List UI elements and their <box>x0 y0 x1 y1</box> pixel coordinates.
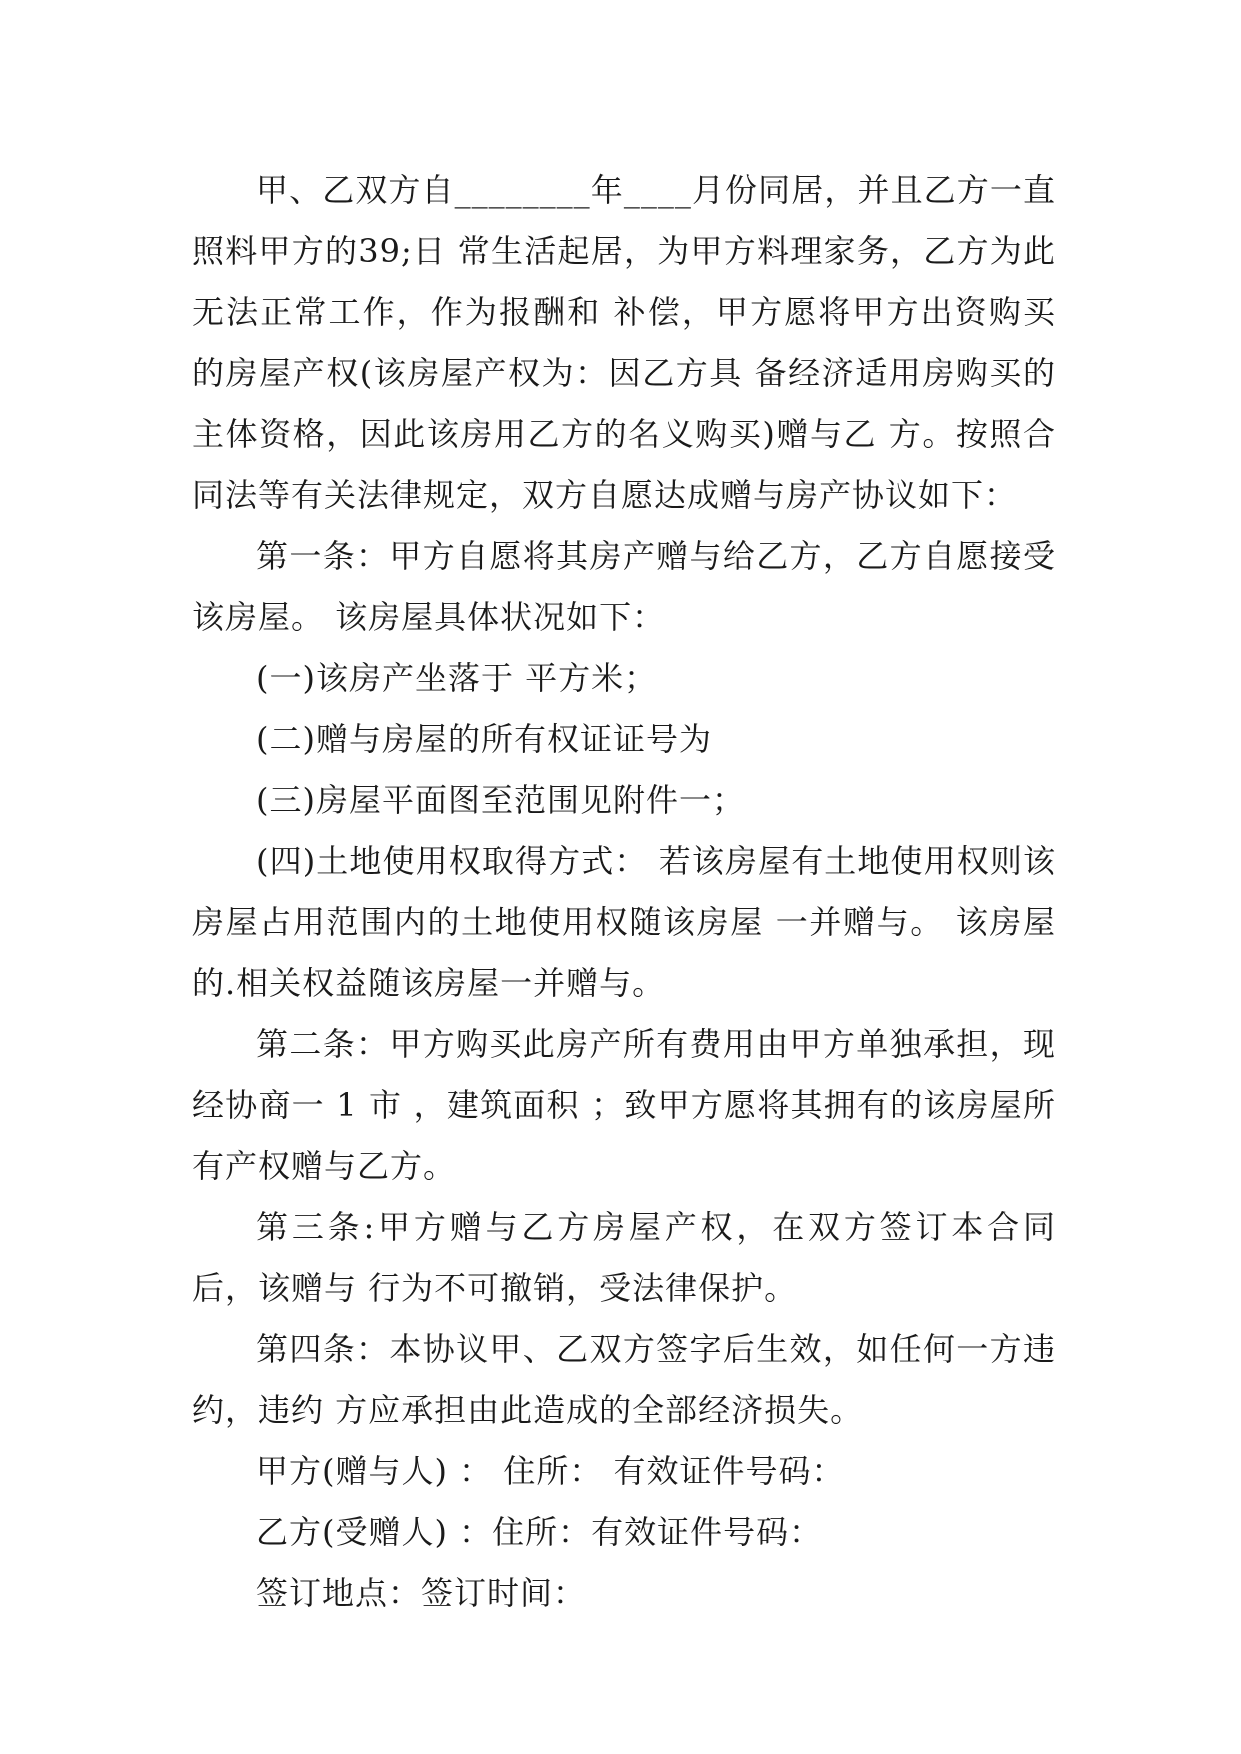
article-3-paragraph: 第三条:甲方赠与乙方房屋产权，在双方签订本合同后，该赠与 行为不可撤销，受法律保护。 <box>192 1208 1056 1307</box>
article-4-paragraph: 第四条：本协议甲、乙双方签字后生效，如任何一方违约，违约 方应承担由此造成的全部经济损失。 <box>192 1330 1056 1429</box>
party-a-signature-line: 甲方(赠与人) ： 住所： 有效证件号码： <box>256 1452 845 1490</box>
document-body <box>192 160 1056 1624</box>
intro-paragraph: 甲、乙双方自________年____月份同居，并且乙方一直照料甲方的39;日 常生活起居，为甲方料理家务，乙方为此无法正常工作，作为报酬和 补偿，甲方愿将甲方出资购买的房屋产权(该房屋产权为：因乙方具 备经济适用房购买的主体资格，因此该房用乙方的名义购买)赠与乙 方。按照合同法等有关法律规定，双方自愿达成赠与房产协议如下： <box>192 171 1056 514</box>
signing-place-time-line: 签订地点：签订时间： <box>256 1574 587 1612</box>
article-1-paragraph: 第一条：甲方自愿将其房产赠与给乙方，乙方自愿接受该房屋。 该房屋具体状况如下： <box>192 537 1056 636</box>
item-3-floor-plan: (三)房屋平面图至范围见附件一； <box>256 781 745 819</box>
item-2-certificate: (二)赠与房屋的所有权证证号为 <box>256 720 712 758</box>
item-4-land-use: (四)土地使用权取得方式： 若该房屋有土地使用权则该房屋占用范围内的土地使用权随该房屋 一并赠与。 该房屋的.相关权益随该房屋一并赠与。 <box>192 842 1056 1002</box>
party-b-signature-line: 乙方(受赠人) ：住所：有效证件号码： <box>256 1513 823 1551</box>
item-1-location: (一)该房产坐落于 平方米； <box>256 659 658 697</box>
article-2-paragraph: 第二条：甲方购买此房产所有费用由甲方单独承担，现经协商一 1 市 ，建筑面积 ；致甲方愿将其拥有的该房屋所有产权赠与乙方。 <box>192 1025 1056 1185</box>
